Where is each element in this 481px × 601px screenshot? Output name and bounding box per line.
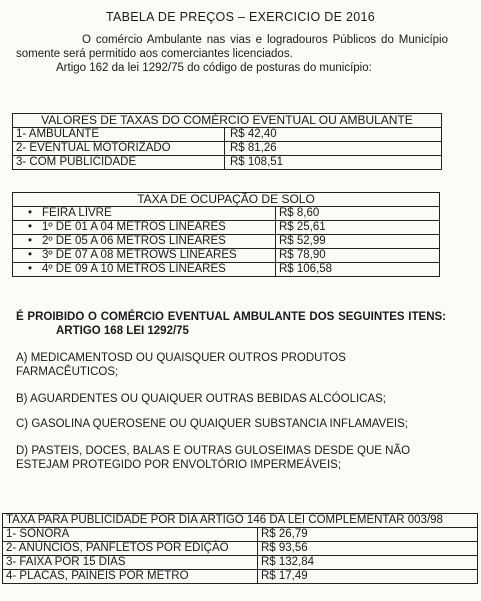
row-label: 1- SONORA (3, 528, 258, 542)
row-value: R$ 93,56 (258, 542, 478, 556)
page-title: TABELA DE PREÇOS – EXERCICIO DE 2016 (106, 10, 375, 24)
row-value: R$ 17,49 (258, 570, 478, 584)
table-row (13, 156, 442, 170)
table-row (3, 556, 478, 570)
table-row (13, 207, 440, 221)
row-value: R$ 42,40 (225, 128, 442, 142)
row-label: 1º DE 01 A 04 METROS LINEARES (42, 221, 226, 233)
list-item: B) AGUARDENTES OU QUAIQUER OUTRAS BEBIDAS ALCÓOLICAS; (16, 393, 386, 405)
intro-article: Artigo 162 da lei 1292/75 do código de posturas do município: (56, 62, 372, 74)
bullet-icon: • (28, 249, 33, 261)
row-value: R$ 8,60 (276, 207, 440, 221)
list-item: D) PASTEIS, DOCES, BALAS E OUTRAS GULOSEIMAS DESDE QUE NÃO ESTEJAM PROTEGIDO POR ENVOLTÓRIO IMPERMEÁVEIS; (16, 445, 411, 471)
row-label: 3º DE 07 A 08 METROWS LINEARES (42, 249, 237, 261)
row-label: 1- AMBULANTE (13, 128, 225, 142)
table-row (13, 128, 442, 142)
row-value: R$ 52,99 (276, 235, 440, 249)
list-item: C) GASOLINA QUEROSENE OU QUAIQUER SUBSTANCIA INFLAMAVEIS; (16, 418, 408, 430)
row-value: R$ 108,51 (225, 156, 442, 170)
row-label: 2º DE 05 A 06 METROS LINEARES (42, 235, 226, 247)
prohibition-article: ARTIGO 168 LEI 1292/75 (56, 325, 189, 337)
row-value: R$ 81,26 (225, 142, 442, 156)
row-value: R$ 106,58 (276, 263, 440, 277)
list-item: A) MEDICAMENTOSD OU QUAISQUER OUTROS PRODUTOS FARMACÊUTICOS; (16, 352, 346, 378)
row-label: 3- FAIXA POR 15 DIAS (3, 556, 258, 570)
row-label: 2- EVENTUAL MOTORIZADO (13, 142, 225, 156)
row-label: 3- COM PUBLICIDADE (13, 156, 225, 170)
row-label: 4- PLACAS, PAINEIS POR METRO (3, 570, 258, 584)
table-ambulante (12, 113, 442, 170)
row-label: 2- ANÚNCIOS, PANFLETOS POR EDIÇÃO (3, 542, 258, 556)
row-label: FEIRA LIVRE (42, 207, 112, 219)
row-value: R$ 132,84 (258, 556, 478, 570)
prohibition-text: É PROIBIDO O COMÉRCIO EVENTUAL AMBULANTE DOS SEGUINTES ITENS: (16, 311, 446, 323)
table-header: VALORES DE TAXAS DO COMÉRCIO EVENTUAL OU AMBULANTE (13, 114, 442, 128)
table-header: TAXA PARA PUBLICIDADE POR DIA ARTIGO 146 DA LEI COMPLEMENTAR 003/98 (3, 514, 478, 528)
prohibition-heading (16, 310, 446, 338)
row-value: R$ 78,90 (276, 249, 440, 263)
table-row (3, 542, 478, 556)
table-row (13, 142, 442, 156)
table-row (3, 528, 478, 542)
table-row (13, 221, 440, 235)
row-label: 4º DE 09 A 10 METROS LINEARES (42, 263, 226, 275)
table-publicidade (2, 513, 478, 584)
table-header: TAXA DE OCUPAÇÃO DE SOLO (13, 193, 440, 207)
table-row (13, 263, 440, 277)
table-row (3, 570, 478, 584)
bullet-icon: • (28, 221, 33, 233)
bullet-icon: • (28, 235, 33, 247)
table-row (13, 235, 440, 249)
table-row (13, 249, 440, 263)
intro-text (16, 33, 448, 75)
row-value: R$ 25,61 (276, 221, 440, 235)
intro-paragraph: O comércio Ambulante nas vias e logradouros Públicos do Município somente será permitido aos comerciantes licenciados. (16, 34, 448, 60)
row-value: R$ 26,79 (258, 528, 478, 542)
bullet-icon: • (28, 207, 33, 219)
bullet-icon: • (28, 263, 33, 275)
table-ocupacao-solo (12, 192, 440, 277)
